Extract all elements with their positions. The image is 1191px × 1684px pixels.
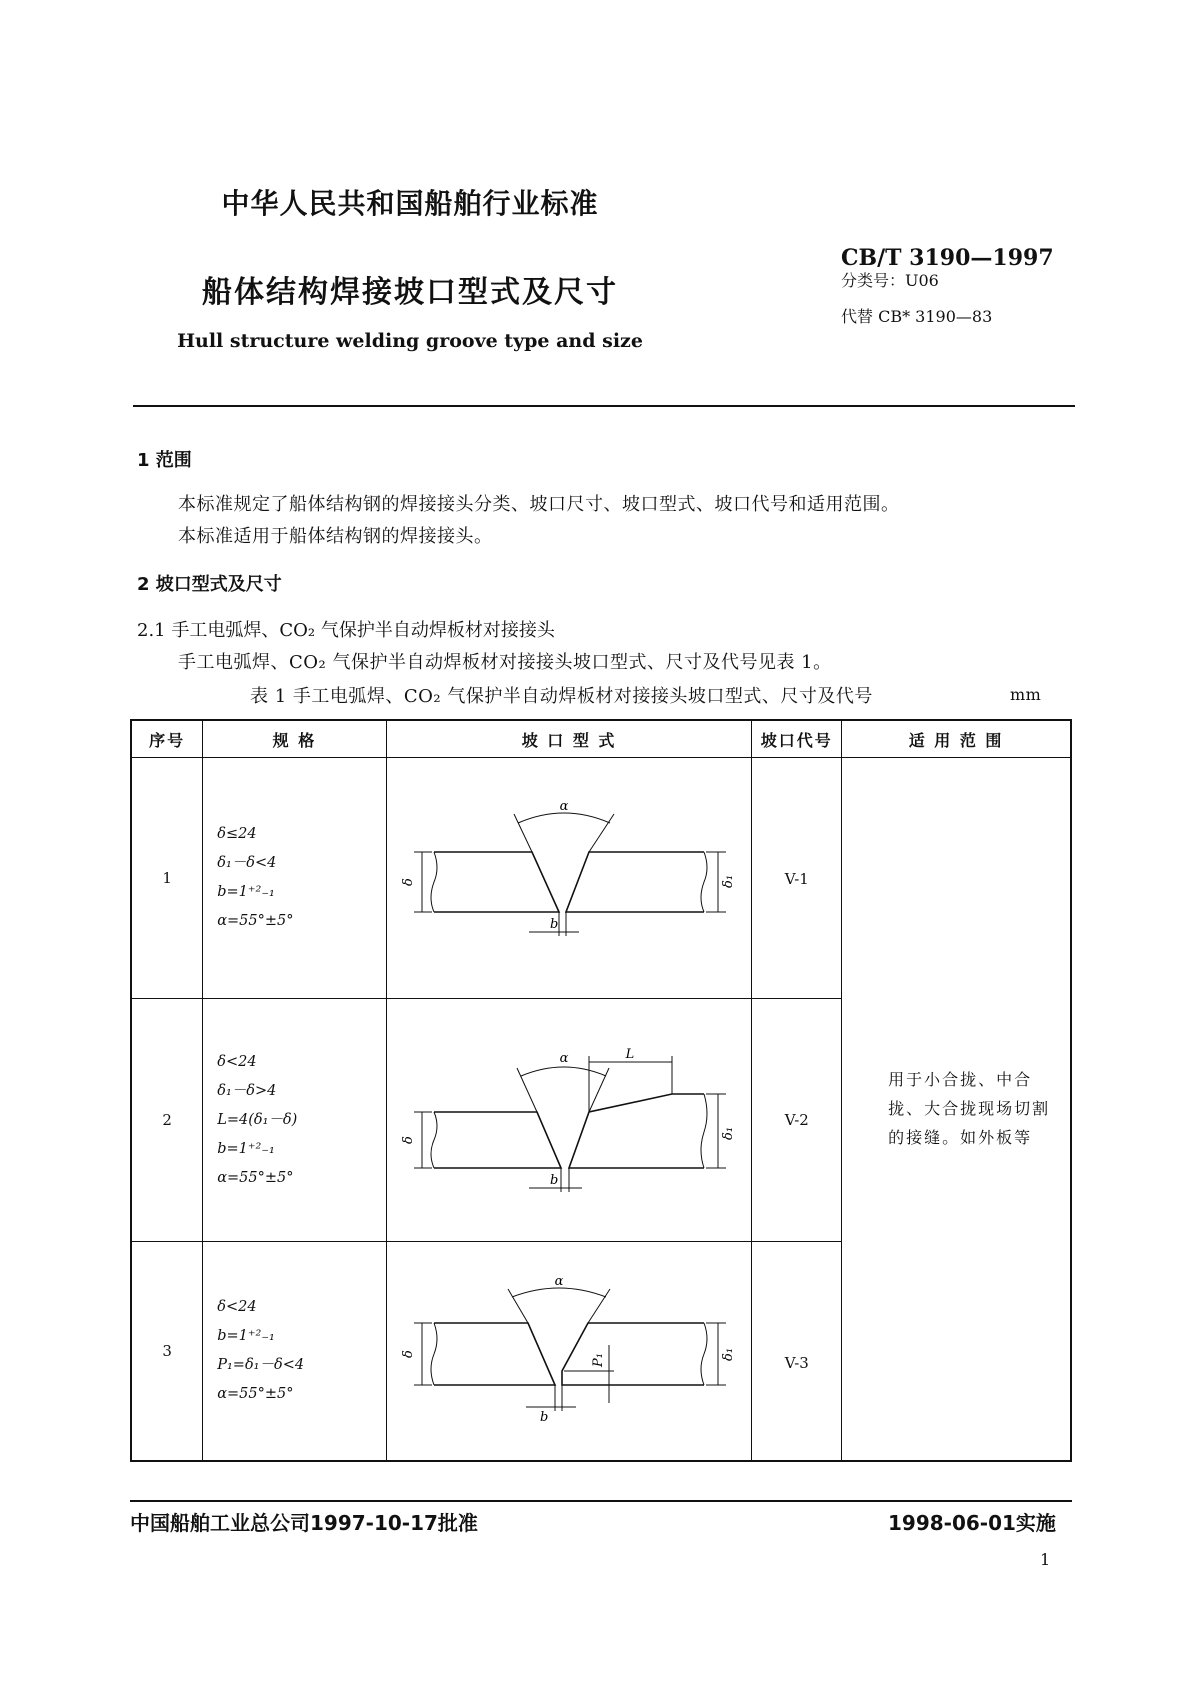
delta-label: δ xyxy=(401,1136,417,1144)
applicability: 用于小合拢、中合拢、大合拢现场切割的接缝。如外板等 xyxy=(842,758,1071,1461)
v1-groove-diagram xyxy=(401,788,737,968)
delta1-label: δ₁ xyxy=(721,1126,737,1140)
approval-line: 中国船舶工业总公司1997-10-17批准 xyxy=(130,1511,478,1535)
left-plate xyxy=(434,1323,555,1385)
alpha-label: α xyxy=(559,799,569,814)
row-number: 3 xyxy=(131,1242,203,1461)
delta-label: δ xyxy=(401,1349,417,1358)
groove-diagram-cell xyxy=(386,1242,752,1461)
groove-code: V-1 xyxy=(752,758,842,999)
b-label: b xyxy=(550,917,559,932)
section-1-heading: 1 范围 xyxy=(137,450,192,471)
groove-diagram-cell xyxy=(386,758,752,999)
table-row xyxy=(131,758,1071,999)
spec-line: δ<24 xyxy=(217,1298,257,1315)
section-1-paragraph-1: 本标准规定了船体结构钢的焊接接头分类、坡口尺寸、坡口型式、坡口代号和适用范围。 xyxy=(178,494,900,515)
spec-line: L=4(δ₁－δ) xyxy=(217,1111,298,1128)
standard-title-english: Hull structure welding groove type and size xyxy=(177,330,643,352)
alpha-label: α xyxy=(554,1273,564,1289)
row-spec xyxy=(203,1242,386,1461)
effective-date: 1998-06-01实施 xyxy=(888,1511,1056,1535)
table-header-row xyxy=(131,720,1071,758)
row-spec xyxy=(203,999,386,1242)
left-plate xyxy=(434,852,559,912)
row-number: 1 xyxy=(131,758,203,999)
spec-line: α=55°±5° xyxy=(217,1385,294,1402)
spec-line: b=1⁺²₋₁ xyxy=(217,884,275,900)
spec-line: α=55°±5° xyxy=(217,1169,294,1186)
section-2-1-heading: 2.1 手工电弧焊、CO₂ 气保护半自动焊板材对接接头 xyxy=(137,620,555,641)
right-plate xyxy=(562,1323,704,1385)
org-title: 中华人民共和国船舶行业标准 xyxy=(221,187,599,220)
standard-code: CB/T 3190—1997 xyxy=(841,245,1054,271)
header-groove-code: 坡口代号 xyxy=(752,720,842,758)
L-label: L xyxy=(625,1047,635,1062)
table-unit: mm xyxy=(1010,685,1042,704)
spec-line: P₁=δ₁－δ<4 xyxy=(217,1356,305,1373)
footer-divider xyxy=(130,1500,1072,1502)
spec-line: δ<24 xyxy=(217,1053,257,1070)
header-groove-type: 坡 口 型 式 xyxy=(386,720,752,758)
spec-line: δ≤24 xyxy=(217,826,257,842)
replaces-standard: 代替 CB* 3190—83 xyxy=(841,307,993,326)
standard-title: 船体结构焊接坡口型式及尺寸 xyxy=(202,275,618,310)
groove-table xyxy=(130,719,1072,1462)
delta1-label: δ₁ xyxy=(721,874,737,888)
b-label: b xyxy=(540,1409,549,1425)
classification-number: 分类号：U06 xyxy=(841,271,939,290)
spec-line: α=55°±5° xyxy=(217,913,294,929)
section-2-1-paragraph: 手工电弧焊、CO₂ 气保护半自动焊板材对接接头坡口型式、尺寸及代号见表 1。 xyxy=(178,652,832,673)
header-applicability: 适 用 范 围 xyxy=(842,720,1071,758)
b-label: b xyxy=(550,1173,559,1188)
left-plate xyxy=(434,1112,561,1168)
header-divider xyxy=(133,405,1075,407)
right-plate xyxy=(566,852,704,912)
v3-groove-diagram xyxy=(401,1261,737,1441)
section-1-paragraph-2: 本标准适用于船体结构钢的焊接接头。 xyxy=(178,526,493,547)
alpha-label: α xyxy=(559,1051,569,1066)
P1-label: P₁ xyxy=(591,1352,607,1367)
groove-code: V-2 xyxy=(752,999,842,1242)
spec-line: b=1⁺²₋₁ xyxy=(217,1140,275,1157)
groove-code: V-3 xyxy=(752,1242,842,1461)
table-caption: 表 1 手工电弧焊、CO₂ 气保护半自动焊板材对接接头坡口型式、尺寸及代号 xyxy=(250,686,873,707)
header-spec: 规 格 xyxy=(203,720,386,758)
spec-line: δ₁－δ<4 xyxy=(217,855,277,871)
spec-line: b=1⁺²₋₁ xyxy=(217,1327,275,1344)
v2-groove-diagram xyxy=(401,1030,737,1210)
spec-line: δ₁－δ>4 xyxy=(217,1082,277,1099)
section-2-heading: 2 坡口型式及尺寸 xyxy=(137,574,282,595)
page-number: 1 xyxy=(1040,1550,1051,1569)
row-spec xyxy=(203,758,386,999)
row-number: 2 xyxy=(131,999,203,1242)
delta1-label: δ₁ xyxy=(721,1347,737,1361)
groove-diagram-cell xyxy=(386,999,752,1242)
header-no: 序号 xyxy=(131,720,203,758)
delta-label: δ xyxy=(401,878,417,886)
